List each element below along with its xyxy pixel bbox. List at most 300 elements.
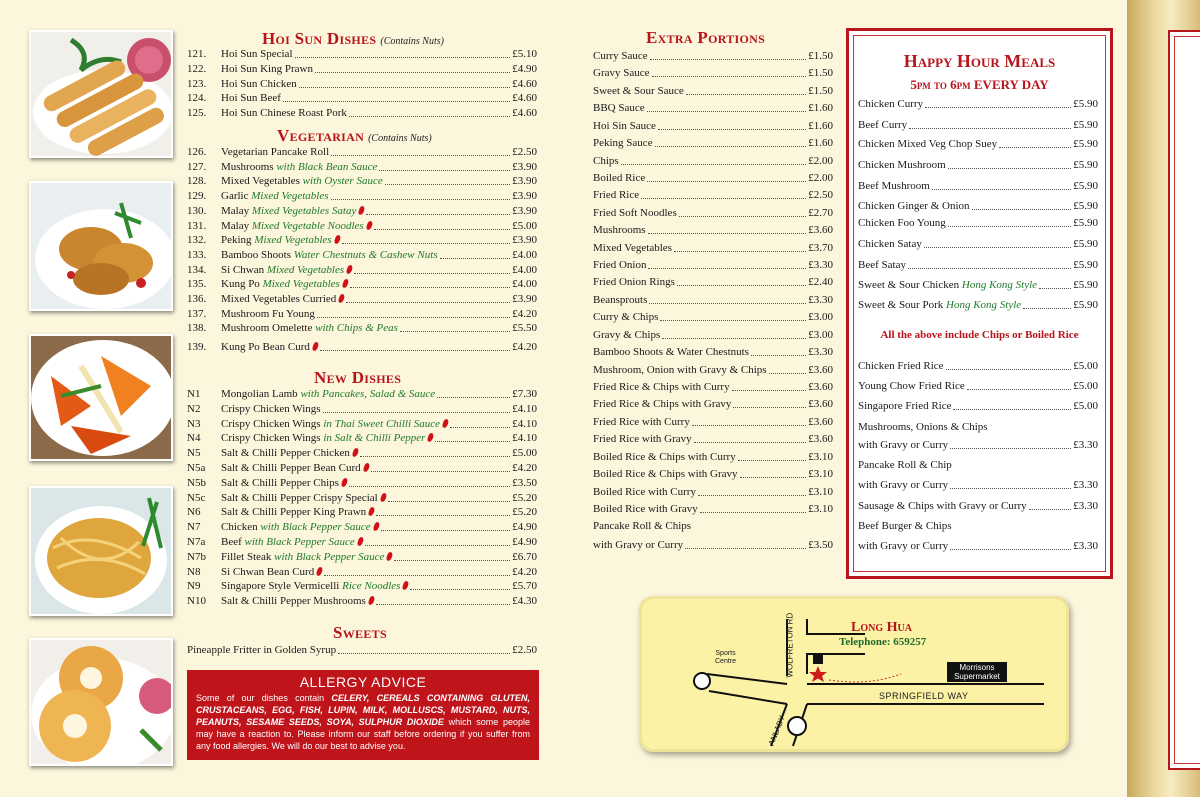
happy-mushrooms-line1: Mushrooms, Onions & Chips — [858, 421, 988, 433]
item-description: with Black Pepper Sauce — [274, 550, 385, 563]
item-name: with Gravy or Curry — [858, 540, 949, 552]
happy-mushrooms-item — [858, 439, 1098, 452]
item-price: £4.00 — [512, 263, 537, 276]
item-name: Chicken Fried Rice — [858, 360, 944, 372]
item-description: Mixed Vegetables — [266, 263, 345, 276]
item-code: 128. — [187, 175, 207, 188]
item-name: Crispy Chicken Wings — [221, 402, 321, 415]
item-price: £4.20 — [512, 341, 537, 353]
item-name: Fried Rice with Curry — [593, 415, 690, 428]
item-price: £5.90 — [1073, 159, 1098, 171]
chili-icon — [316, 566, 324, 576]
item-price: £5.90 — [1073, 279, 1098, 291]
item-code: N6 — [187, 506, 201, 519]
item-price: £5.10 — [512, 48, 537, 60]
item-name: Peking Mixed Vegetables — [221, 234, 340, 247]
item-name: Boiled Rice & Chips with Gravy — [593, 468, 738, 481]
menu-item — [187, 234, 537, 247]
item-code: 136. — [187, 293, 207, 305]
item-name: Chicken Curry — [858, 98, 924, 110]
item-price: £3.60 — [808, 224, 833, 237]
item-price: £3.90 — [512, 190, 537, 203]
happy-item — [858, 279, 1098, 292]
extra-item — [593, 50, 833, 63]
item-name: Peking Sauce — [593, 137, 653, 150]
menu-item — [187, 580, 537, 593]
item-description: with Black Pepper Sauce — [260, 521, 371, 534]
item-price: £4.00 — [512, 248, 537, 261]
item-name: Hoi Sun Chinese Roast Pork — [221, 107, 347, 120]
menu-item — [187, 595, 537, 608]
item-name: Boiled Rice with Gravy — [593, 502, 698, 515]
item-price: £2.70 — [808, 206, 833, 219]
item-name: Pineapple Fritter in Golden Syrup — [187, 644, 337, 656]
extra-item — [593, 416, 833, 429]
menu-item — [187, 477, 537, 490]
item-description: Mixed Vegetables Satay — [251, 204, 357, 217]
item-price: £5.00 — [1073, 360, 1098, 372]
telephone: Telephone: 659257 — [839, 636, 927, 648]
chili-icon — [346, 264, 354, 274]
happy-item — [858, 200, 1098, 213]
chili-icon — [341, 477, 349, 487]
item-name: Hoi Sun Chicken — [221, 77, 297, 90]
happy-item — [858, 360, 1098, 373]
item-code: 130. — [187, 204, 207, 217]
extra-item — [593, 120, 833, 133]
item-price: £3.10 — [808, 450, 833, 463]
item-price: £5.90 — [1073, 217, 1098, 229]
item-name: Fried Rice — [593, 189, 640, 202]
vegetarian-note: (Contains Nuts) — [368, 133, 432, 144]
item-price: £4.20 — [512, 307, 537, 320]
item-price: £5.90 — [1073, 138, 1098, 150]
menu-item — [187, 161, 537, 174]
photo-singapore-noodles — [29, 486, 173, 616]
item-name: with Gravy or Curry — [858, 479, 949, 491]
item-name: Hoi Sin Sauce — [593, 119, 656, 132]
item-price: £5.00 — [1073, 400, 1098, 412]
item-price: £3.30 — [1073, 439, 1098, 451]
menu-item — [187, 278, 537, 291]
item-name: Hoi Sun King Prawn — [221, 62, 313, 75]
menu-item — [187, 264, 537, 277]
extra-last-line1: Pancake Roll & Chips — [593, 520, 692, 532]
item-code: N5 — [187, 447, 201, 460]
restaurant-name: Long Hua — [851, 620, 912, 635]
item-price: £3.10 — [808, 502, 833, 515]
extra-item — [593, 85, 833, 98]
item-name: Kung Po Mixed Vegetables — [221, 278, 348, 291]
item-price: £5.20 — [512, 506, 537, 519]
item-code: 127. — [187, 160, 207, 173]
item-price: £5.90 — [1073, 299, 1098, 311]
item-price: £2.40 — [808, 276, 833, 289]
item-price: £5.90 — [1073, 238, 1098, 250]
item-name: Salt & Chilli Pepper Chicken — [221, 447, 358, 460]
item-name: Fried Rice & Chips with Gravy — [593, 398, 732, 411]
item-code: N8 — [187, 565, 201, 578]
right-card-edge-inner — [1174, 36, 1200, 764]
item-name: Crispy Chicken Wings in Thai Sweet Chilli Sauce — [221, 418, 448, 431]
happy-burger-line1: Beef Burger & Chips — [858, 520, 952, 532]
location-map — [639, 596, 1069, 752]
chili-icon — [402, 581, 410, 591]
item-description: Water Chestnuts & Cashew Nuts — [293, 248, 438, 261]
item-price: £4.30 — [512, 595, 537, 608]
extra-item — [593, 259, 833, 272]
item-name: Chicken Satay — [858, 238, 922, 250]
star-icon — [809, 666, 827, 682]
photo-spring-rolls — [29, 30, 173, 158]
item-price: £3.50 — [512, 476, 537, 489]
item-name: Chicken Ginger & Onion — [858, 200, 970, 212]
extra-item — [593, 468, 833, 481]
item-code: 138. — [187, 322, 207, 335]
item-name: Singapore Style Vermicelli Rice Noodles — [221, 580, 408, 593]
item-code: N7 — [187, 521, 201, 534]
item-name: Mongolian Lamb with Pancakes, Salad & Sauce — [221, 388, 436, 400]
happy-item — [858, 238, 1098, 251]
menu-item — [187, 190, 537, 203]
item-name: Hoi Sun Beef — [221, 92, 281, 105]
item-name: Hoi Sun Special — [221, 48, 293, 60]
extra-last-item — [593, 539, 833, 552]
item-price: £4.20 — [512, 462, 537, 474]
item-name: Fried Onion — [593, 259, 647, 272]
item-price: £4.10 — [512, 402, 537, 415]
extra-item — [593, 503, 833, 516]
chili-icon — [342, 279, 350, 289]
menu-item — [187, 418, 537, 431]
item-code: N5b — [187, 476, 206, 489]
menu-item — [187, 341, 537, 354]
happy-item — [858, 180, 1098, 193]
extra-item — [593, 398, 833, 411]
item-name: Mixed Vegetables Curried — [221, 293, 344, 306]
item-code: 123. — [187, 77, 207, 90]
item-price: £4.10 — [512, 432, 537, 445]
item-name: Sweet & Sour Pork Hong Kong Style — [858, 299, 1022, 311]
menu-item — [187, 78, 537, 91]
restaurant-marker-icon — [813, 654, 823, 664]
menu-item — [187, 107, 537, 120]
item-description: Hong Kong Style — [961, 279, 1038, 291]
item-price: £5.90 — [1073, 259, 1098, 271]
item-name: Mixed Vegetables — [593, 241, 672, 254]
chili-icon — [338, 293, 346, 303]
menu-item — [187, 521, 537, 534]
item-name: BBQ Sauce — [593, 102, 645, 115]
extra-item — [593, 155, 833, 168]
menu-item — [187, 63, 537, 76]
item-price: £3.70 — [808, 241, 833, 254]
item-name: Chicken Foo Young — [858, 217, 946, 229]
menu-item — [187, 551, 537, 564]
happy-hour-subtitle: 5pm to 6pm EVERY DAY — [910, 77, 1049, 92]
item-name: Gravy Sauce — [593, 67, 650, 80]
chili-icon — [312, 341, 320, 351]
extra-item — [593, 381, 833, 394]
extra-item — [593, 311, 833, 324]
item-name: Beef Satay — [858, 259, 906, 271]
allergy-title: ALLERGY ADVICE — [299, 674, 427, 690]
vegetarian-title: Vegetarian (Contains Nuts) — [277, 126, 432, 145]
item-name: Curry & Chips — [593, 311, 659, 324]
item-code: 134. — [187, 263, 207, 276]
happy-item — [858, 217, 1098, 230]
item-code: N4 — [187, 432, 201, 445]
chili-icon — [333, 235, 341, 245]
extra-item — [593, 346, 833, 359]
extra-item — [593, 137, 833, 150]
item-price: £4.90 — [512, 521, 537, 534]
extra-item — [593, 364, 833, 377]
item-price: £4.90 — [512, 62, 537, 75]
item-name: Crispy Chicken Wings in Salt & Chilli Pepper — [221, 432, 433, 445]
item-name: Chicken Mushroom — [858, 159, 946, 171]
item-name: Mushrooms — [593, 224, 646, 237]
item-code: 121. — [187, 48, 207, 60]
item-code: 132. — [187, 234, 207, 247]
item-name: Fried Rice & Chips with Curry — [593, 380, 730, 393]
hoi-sun-note: (Contains Nuts) — [380, 36, 444, 47]
menu-item — [187, 506, 537, 519]
item-price: £4.60 — [512, 107, 537, 120]
photo-chicken-dish — [29, 181, 173, 311]
item-name: Salt & Chilli Pepper Chips — [221, 477, 347, 490]
item-price: £5.70 — [512, 580, 537, 593]
item-price: £5.90 — [1073, 180, 1098, 192]
item-price: £5.00 — [1073, 380, 1098, 392]
item-name: Mushrooms with Black Bean Sauce — [221, 160, 378, 173]
item-price: £3.30 — [808, 346, 833, 359]
road-wolfreton: WOLFRETON RD — [785, 612, 795, 678]
item-price: £3.50 — [808, 539, 833, 551]
extra-item — [593, 67, 833, 80]
item-price: £1.50 — [808, 67, 833, 80]
chili-icon — [442, 418, 450, 428]
hoi-sun-title: Hoi Sun Dishes (Contains Nuts) — [262, 29, 444, 48]
item-name: Garlic Mixed Vegetables — [221, 190, 329, 203]
item-description: Mixed Vegetables — [262, 278, 340, 291]
item-price: £5.50 — [512, 322, 537, 335]
chili-icon — [379, 492, 387, 502]
happy-item — [858, 400, 1098, 413]
item-name: Beef with Black Pepper Sauce — [221, 536, 363, 549]
item-description: with Black Pepper Sauce — [244, 536, 355, 548]
happy-sausage-item — [858, 500, 1098, 513]
item-code: 125. — [187, 107, 207, 120]
item-name: Malay Mixed Vegetable Noodles — [221, 220, 372, 233]
item-code: 126. — [187, 146, 207, 158]
happy-item — [858, 138, 1098, 151]
item-code: 122. — [187, 62, 207, 75]
item-name: Fried Soft Noodles — [593, 206, 677, 219]
menu-item — [187, 462, 537, 475]
menu-item — [187, 249, 537, 262]
item-code: N7a — [187, 536, 206, 548]
item-price: £3.90 — [512, 160, 537, 173]
item-price: £1.60 — [808, 102, 833, 115]
chili-icon — [352, 448, 360, 458]
item-price: £3.10 — [808, 485, 833, 498]
menu-item — [187, 388, 537, 401]
item-price: £1.50 — [808, 84, 833, 97]
item-price: £5.90 — [1073, 119, 1098, 131]
item-name: Chicken Mixed Veg Chop Suey — [858, 138, 998, 150]
allergy-text: Some of our dishes contain CELERY, CEREALS CONTAINING GLUTEN, CRUSTACEANS, EGG, FISH, LUPIN, MILK, MOLLUSCS, MUSTARD, NUTS, PEANUTS, SESAME SEEDS, SOYA, SULPHUR DIOXIDE which some people may have a reaction to. Please inform our staff before ordering if you suffer from any food allergies. We will do our best to advise you. — [196, 693, 531, 751]
sports-centre-label: Sports Centre — [715, 650, 737, 665]
item-name: Chicken with Black Pepper Sauce — [221, 521, 379, 534]
item-name: Vegetarian Pancake Roll — [221, 146, 330, 158]
item-code: N2 — [187, 402, 201, 415]
road-anlaby: ANLABY — [766, 714, 787, 747]
happy-item — [858, 299, 1098, 312]
item-name: Mushroom Omelette with Chips & Peas — [221, 322, 398, 335]
item-code: N5c — [187, 491, 206, 504]
item-name: Malay Mixed Vegetables Satay — [221, 205, 364, 218]
item-price: £3.60 — [808, 415, 833, 428]
item-name: Sweet & Sour Chicken Hong Kong Style — [858, 279, 1038, 291]
chili-icon — [372, 522, 380, 532]
chili-icon — [362, 462, 370, 472]
item-description: with Pancakes, Salad & Sauce — [300, 388, 436, 400]
item-price: £3.10 — [808, 468, 833, 481]
item-price: £1.50 — [808, 50, 833, 62]
item-name: Boiled Rice with Curry — [593, 485, 696, 498]
item-name: Sweet & Sour Sauce — [593, 84, 684, 97]
extra-item — [593, 294, 833, 307]
menu-item — [187, 220, 537, 233]
item-name: Curry Sauce — [593, 50, 648, 62]
item-name: Boiled Rice & Chips with Curry — [593, 450, 736, 463]
item-name: Young Chow Fried Rice — [858, 380, 965, 392]
item-description: with Black Bean Sauce — [276, 160, 378, 173]
menu-item — [187, 92, 537, 105]
item-description: with Oyster Sauce — [302, 175, 383, 188]
menu-item — [187, 308, 537, 321]
item-name: Mushroom Fu Young — [221, 307, 315, 320]
extra-item — [593, 451, 833, 464]
photo-stir-fry — [29, 334, 173, 461]
extra-item — [593, 276, 833, 289]
item-price: £3.90 — [512, 175, 537, 188]
item-code: 129. — [187, 190, 207, 203]
happy-hour-note: All the above include Chips or Boiled Rice — [880, 329, 1079, 341]
item-price: £4.60 — [512, 77, 537, 90]
item-name: Bamboo Shoots & Water Chestnuts — [593, 346, 749, 359]
item-name: Si Chwan Mixed Vegetables — [221, 264, 352, 277]
morrisons-label: Morrisons Supermarket — [947, 662, 1007, 682]
extra-item — [593, 486, 833, 499]
menu-item — [187, 492, 537, 505]
item-price: £4.10 — [512, 417, 537, 430]
happy-item — [858, 259, 1098, 272]
item-price: £4.00 — [512, 278, 537, 291]
item-name: Si Chwan Bean Curd — [221, 566, 322, 579]
item-price: £5.90 — [1073, 200, 1098, 212]
item-description: Mixed Vegetables — [251, 190, 329, 203]
item-price: £1.60 — [808, 119, 833, 132]
item-name: Bamboo Shoots Water Chestnuts & Cashew Nuts — [221, 248, 438, 261]
item-price: £3.90 — [512, 204, 537, 217]
item-price: £2.50 — [512, 146, 537, 158]
item-code: 133. — [187, 248, 207, 261]
menu-item — [187, 403, 537, 416]
item-code: N7b — [187, 550, 206, 563]
item-price: £4.60 — [512, 92, 537, 105]
happy-item — [858, 119, 1098, 132]
item-code: N5a — [187, 462, 206, 474]
happy-item — [858, 380, 1098, 393]
photo-pineapple-fritters — [29, 638, 173, 766]
item-price: £5.00 — [512, 447, 537, 460]
chili-icon — [358, 205, 366, 215]
item-description: in Salt & Chilli Pepper — [323, 432, 426, 445]
menu-item — [187, 536, 537, 549]
extra-item — [593, 172, 833, 185]
item-code: 139. — [187, 341, 207, 353]
item-price: £4.90 — [512, 536, 537, 548]
item-code: N9 — [187, 580, 201, 593]
extra-item — [593, 207, 833, 220]
item-description: with Chips & Peas — [315, 322, 398, 335]
item-price: £3.00 — [808, 311, 833, 324]
item-name: Mixed Vegetables with Oyster Sauce — [221, 175, 383, 188]
item-price: £1.60 — [808, 137, 833, 150]
menu-item — [187, 432, 537, 445]
chili-icon — [357, 536, 365, 546]
item-price: £4.20 — [512, 565, 537, 578]
happy-pancake-line1: Pancake Roll & Chip — [858, 459, 952, 471]
item-price: £3.60 — [808, 380, 833, 393]
item-name: with Gravy or Curry — [593, 539, 684, 551]
item-name: with Gravy or Curry — [858, 439, 949, 451]
item-name: Fillet Steak with Black Pepper Sauce — [221, 551, 392, 564]
item-price: £3.60 — [808, 363, 833, 376]
item-price: £5.90 — [1073, 98, 1098, 110]
menu-item — [187, 48, 537, 61]
new-dishes-title: New Dishes — [314, 368, 402, 387]
extra-item — [593, 242, 833, 255]
item-name: Fried Onion Rings — [593, 276, 675, 289]
item-price: £3.00 — [808, 328, 833, 341]
item-description: Rice Noodles — [342, 580, 401, 593]
menu-item — [187, 447, 537, 460]
item-description: in Thai Sweet Chilli Sauce — [323, 417, 441, 430]
item-price: £2.50 — [512, 644, 537, 656]
happy-item — [858, 98, 1098, 111]
chili-icon — [365, 220, 373, 230]
item-description: Hong Kong Style — [946, 299, 1022, 311]
happy-pancake-item — [858, 479, 1098, 492]
item-code: 135. — [187, 278, 207, 291]
item-code: N3 — [187, 417, 201, 430]
item-price: £3.30 — [1073, 500, 1098, 512]
item-price: £2.00 — [808, 171, 833, 184]
menu-item — [187, 146, 537, 159]
item-code: 137. — [187, 307, 207, 320]
item-name: Salt & Chilli Pepper Bean Curd — [221, 462, 369, 475]
item-price: £3.90 — [512, 234, 537, 247]
item-name: Gravy & Chips — [593, 328, 661, 341]
menu-item — [187, 293, 537, 306]
item-name: Salt & Chilli Pepper Crispy Special — [221, 492, 386, 505]
item-price: £3.30 — [808, 293, 833, 306]
item-code: N1 — [187, 388, 201, 400]
item-name: Sausage & Chips with Gravy or Curry — [858, 500, 1027, 512]
